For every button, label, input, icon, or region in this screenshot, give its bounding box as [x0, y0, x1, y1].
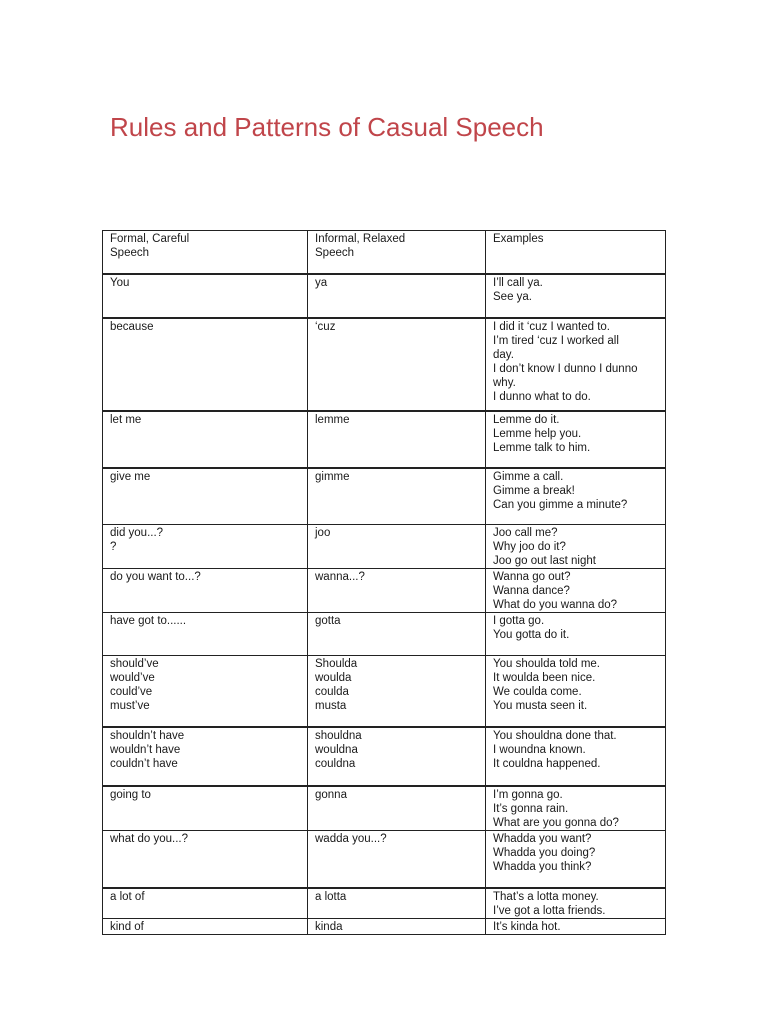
table-row [103, 888, 666, 919]
cell-examples-line: I dunno what to do. [493, 390, 591, 403]
cell-informal [308, 830, 486, 888]
cell-examples-line: I woundna known. [493, 743, 586, 756]
cell-informal [308, 656, 486, 727]
header-examples-line: Examples [493, 233, 544, 245]
cell-formal [103, 727, 308, 786]
cell-examples-line: See ya. [493, 290, 532, 303]
table-row [103, 830, 666, 888]
cell-examples-line: Wanna dance? [493, 585, 570, 597]
cell-examples [486, 525, 666, 569]
cell-formal [103, 468, 308, 525]
cell-informal [308, 525, 486, 569]
cell-informal-line: ‘cuz [315, 320, 336, 333]
header-informal-line: Speech [315, 247, 355, 259]
cell-informal-line: wadda you...? [315, 832, 387, 845]
cell-examples-line: It woulda been nice. [493, 672, 596, 684]
cell-examples-line: I gotta go. [493, 615, 545, 627]
cell-examples-line: You musta seen it. [493, 700, 588, 712]
header-formal [103, 231, 308, 274]
header-formal-line: Formal, Careful [110, 233, 190, 245]
cell-informal [308, 411, 486, 468]
cell-examples-line: why. [493, 376, 516, 389]
cell-formal-line: ? [110, 541, 117, 553]
cell-informal-line: wanna...? [315, 571, 365, 583]
cell-formal [103, 656, 308, 727]
cell-examples-line: day. [493, 348, 514, 361]
cell-informal-line: coulda [315, 686, 349, 698]
cell-formal [103, 274, 308, 318]
cell-examples-line: You gotta do it. [493, 629, 570, 641]
cell-formal [103, 569, 308, 613]
cell-informal-line: gotta [315, 615, 341, 627]
cell-informal [308, 468, 486, 525]
table-row [103, 318, 666, 411]
cell-examples [486, 411, 666, 468]
cell-informal-line: ya [315, 276, 328, 289]
cell-examples [486, 318, 666, 411]
cell-informal-line: woulda [315, 672, 352, 684]
cell-informal [308, 919, 486, 935]
cell-informal-line: gonna [315, 788, 347, 801]
table-row [103, 727, 666, 786]
cell-formal-line: could’ve [110, 686, 153, 698]
cell-examples-line: Why joo do it? [493, 541, 566, 553]
cell-informal-line: Shoulda [315, 658, 358, 670]
cell-examples-line: What do you wanna do? [493, 599, 618, 611]
cell-examples [486, 613, 666, 656]
cell-examples-line: Whadda you want? [493, 832, 592, 845]
cell-formal-line: a lot of [110, 891, 145, 903]
cell-examples [486, 888, 666, 919]
cell-examples [486, 656, 666, 727]
table-row [103, 613, 666, 656]
cell-formal-line: kind of [110, 921, 144, 933]
cell-formal [103, 411, 308, 468]
cell-formal-line: shouldn’t have [110, 729, 185, 742]
cell-formal-line: did you...? [110, 527, 164, 539]
cell-informal-line: kinda [315, 921, 343, 933]
cell-formal-line: what do you...? [110, 832, 188, 845]
cell-examples-line: You shoulda told me. [493, 658, 600, 670]
cell-examples-line: I’m tired ‘cuz I worked all [493, 334, 619, 347]
cell-informal-line: couldna [315, 757, 356, 770]
cell-informal-line: joo [315, 527, 331, 539]
cell-examples-line: It’s gonna rain. [493, 802, 569, 815]
cell-examples-line: Gimme a break! [493, 484, 575, 497]
cell-formal-line: couldn’t have [110, 757, 178, 770]
header-informal [308, 231, 486, 274]
cell-formal [103, 613, 308, 656]
cell-formal-line: let me [110, 413, 142, 426]
table-row [103, 525, 666, 569]
cell-examples-line: I’m gonna go. [493, 788, 563, 801]
cell-formal [103, 786, 308, 831]
cell-informal [308, 888, 486, 919]
page-title: Rules and Patterns of Casual Speech [110, 112, 544, 142]
cell-examples-line: That’s a lotta money. [493, 891, 599, 903]
cell-informal [308, 318, 486, 411]
header-informal-line: Informal, Relaxed [315, 233, 406, 245]
cell-formal-line: must’ve [110, 700, 150, 712]
cell-informal-line: shouldna [315, 729, 362, 742]
cell-informal [308, 569, 486, 613]
cell-examples-line: Can you gimme a minute? [493, 498, 628, 511]
cell-examples-line: I don’t know I dunno I dunno [493, 362, 638, 375]
cell-examples [486, 786, 666, 831]
cell-examples [486, 274, 666, 318]
cell-formal-line: You [110, 276, 130, 289]
cell-examples [486, 468, 666, 525]
cell-informal-line: a lotta [315, 891, 347, 903]
table-row [103, 274, 666, 318]
cell-examples [486, 569, 666, 613]
cell-formal-line: should’ve [110, 658, 159, 670]
cell-informal [308, 727, 486, 786]
cell-examples-line: I did it ‘cuz I wanted to. [493, 320, 610, 333]
cell-examples-line: Lemme talk to him. [493, 441, 591, 454]
cell-informal [308, 613, 486, 656]
cell-examples-line: It’s kinda hot. [493, 921, 561, 933]
cell-formal [103, 525, 308, 569]
cell-examples-line: Lemme help you. [493, 427, 582, 440]
cell-examples-line: Lemme do it. [493, 413, 560, 426]
cell-examples-line: What are you gonna do? [493, 816, 619, 829]
table-header-row [103, 231, 666, 274]
cell-examples-line: Whadda you doing? [493, 846, 596, 859]
cell-formal-line: because [110, 320, 154, 333]
cell-formal [103, 888, 308, 919]
cell-formal-line: wouldn’t have [110, 743, 181, 756]
cell-formal-line: going to [110, 788, 151, 801]
cell-examples-line: Wanna go out? [493, 571, 571, 583]
table-row [103, 919, 666, 935]
cell-examples-line: Gimme a call. [493, 470, 564, 483]
cell-informal-line: musta [315, 700, 347, 712]
cell-formal-line: have got to...... [110, 615, 187, 627]
table-row [103, 468, 666, 525]
cell-examples-line: You shouldna done that. [493, 729, 617, 742]
cell-formal [103, 830, 308, 888]
table-row [103, 569, 666, 613]
cell-examples-line: Whadda you think? [493, 860, 592, 873]
cell-examples-line: I’ll call ya. [493, 276, 543, 289]
cell-informal-line: lemme [315, 413, 350, 426]
cell-informal [308, 274, 486, 318]
cell-informal [308, 786, 486, 831]
cell-examples-line: I’ve got a lotta friends. [493, 905, 606, 917]
table-row [103, 656, 666, 727]
cell-informal-line: wouldna [315, 743, 358, 756]
cell-examples-line: It couldna happened. [493, 757, 601, 770]
cell-formal-line: do you want to...? [110, 571, 201, 583]
cell-formal [103, 919, 308, 935]
cell-formal-line: would’ve [110, 672, 155, 684]
cell-formal-line: give me [110, 470, 151, 483]
cell-informal-line: gimme [315, 470, 350, 483]
header-formal-line: Speech [110, 247, 150, 259]
cell-examples-line: We coulda come. [493, 686, 582, 698]
header-examples [486, 231, 666, 274]
cell-examples [486, 830, 666, 888]
table-row [103, 411, 666, 468]
cell-examples-line: Joo call me? [493, 527, 558, 539]
casual-speech-table [102, 230, 666, 935]
cell-examples-line: Joo go out last night [493, 555, 596, 567]
table-row [103, 786, 666, 831]
cell-formal [103, 318, 308, 411]
cell-examples [486, 727, 666, 786]
cell-examples [486, 919, 666, 935]
